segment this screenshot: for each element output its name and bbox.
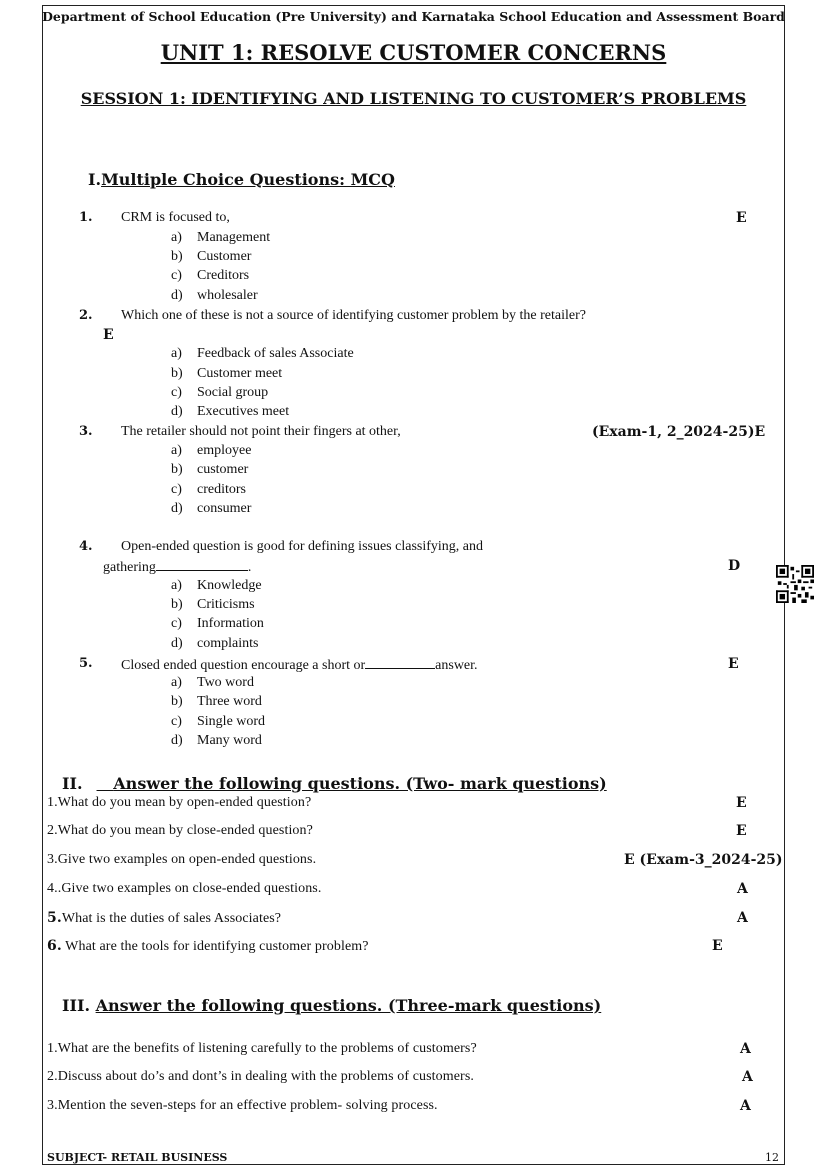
option: c) Creditors [171,268,250,283]
three-mark-q3: 3.Mention the seven-steps for an effective problem- solving process. [47,1098,438,1113]
mcq-q1-text: CRM is focused to, [121,210,230,225]
mcq-q1-level: E [736,210,747,226]
option: d) Executives meet [171,404,290,419]
option: b) Criticisms [171,597,255,612]
three-mark-q1: 1.What are the benefits of listening carefully to the problems of customers? [47,1041,477,1056]
unit-title: UNIT 1: RESOLVE CUSTOMER CONCERNS [160,40,667,65]
two-mark-q1: 1.What do you mean by open-ended question? [47,795,312,810]
two-mark-q1-level: E [736,795,747,811]
two-mark-heading [62,774,607,793]
option: a) Management [171,230,271,245]
mcq-heading [88,170,395,189]
mcq-q5-text: Closed ended question encourage a short or answer. [121,658,478,673]
mcq-heading-text: Multiple Choice Questions: MCQ [101,170,395,189]
mcq-q2 [79,308,93,324]
option: c) creditors [171,482,246,497]
qr-code-icon [776,565,814,603]
option: b) Three word [171,694,262,709]
question-number: 3. [79,424,93,439]
two-mark-q6-level: E [712,938,723,954]
option: d) wholesaler [171,288,258,303]
two-mark-q4-level: A [737,881,748,897]
mcq-roman: I. [88,170,102,189]
two-mark-roman: II. [62,774,83,793]
mcq-q4-text: Open-ended question is good for defining issues classifying, and [121,539,483,554]
option: b) Customer [171,249,252,264]
footer-subject: SUBJECT- RETAIL BUSINESS [47,1151,228,1164]
question-number: 4. [79,539,93,554]
mcq-q3-level: (Exam-1, 2_2024-25)E [592,424,766,440]
question-number: 5. [79,656,93,671]
option: d) complaints [171,636,259,651]
mcq-q4-text-line2: gathering . [103,560,252,575]
page-number: 12 [765,1151,779,1164]
three-mark-q3-level: A [740,1098,751,1114]
two-mark-q6: 6. What are the tools for identifying customer problem? [47,938,369,954]
two-mark-q4: 4..Give two examples on close-ended questions. [47,881,322,896]
three-mark-heading-text: Answer the following questions. (Three-mark questions) [95,996,602,1015]
mcq-q1 [79,210,93,226]
mcq-q3 [79,424,93,440]
two-mark-q5-level: A [737,910,748,926]
option: d) Many word [171,733,262,748]
two-mark-q2-level: E [736,823,747,839]
option: c) Single word [171,714,266,729]
mcq-q4 [79,539,93,555]
option: a) Knowledge [171,578,262,593]
option: b) customer [171,462,249,477]
two-mark-q3-level: E (Exam-3_2024-25) [624,852,783,868]
session-title: SESSION 1: IDENTIFYING AND LISTENING TO CUSTOMER’S PROBLEMS [80,89,747,108]
option: c) Social group [171,385,269,400]
three-mark-roman: III. [62,996,91,1015]
answer-blank [156,558,248,571]
answer-blank [365,656,435,669]
three-mark-q2-level: A [742,1069,753,1085]
option: a) Two word [171,675,254,690]
mcq-q2-text: Which one of these is not a source of identifying customer problem by the retailer? [121,308,586,323]
question-number: 1. [79,210,93,225]
two-mark-q5: 5.What is the duties of sales Associates? [47,910,282,926]
department-header: Department of School Education (Pre University) and Karnataka School Education and Assessment Board [42,9,785,24]
option: d) consumer [171,501,252,516]
three-mark-heading [62,996,601,1015]
mcq-q2-level: E [103,327,114,343]
option: a) Feedback of sales Associate [171,346,354,361]
two-mark-q3: 3.Give two examples on open-ended questions. [47,852,317,867]
two-mark-q2: 2.What do you mean by close-ended question? [47,823,313,838]
mcq-q5-level: E [728,656,739,672]
option: a) employee [171,443,252,458]
option: b) Customer meet [171,366,283,381]
mcq-q4-level: D [728,558,741,574]
option: c) Information [171,616,264,631]
three-mark-q2: 2.Discuss about do’s and dont’s in dealing with the problems of customers. [47,1069,474,1084]
mcq-q3-text: The retailer should not point their fingers at other, [121,424,401,439]
three-mark-q1-level: A [740,1041,751,1057]
mcq-q5 [79,656,93,672]
question-number: 2. [79,308,93,323]
two-mark-heading-text: Answer the following questions. (Two- mark questions) [113,774,607,793]
